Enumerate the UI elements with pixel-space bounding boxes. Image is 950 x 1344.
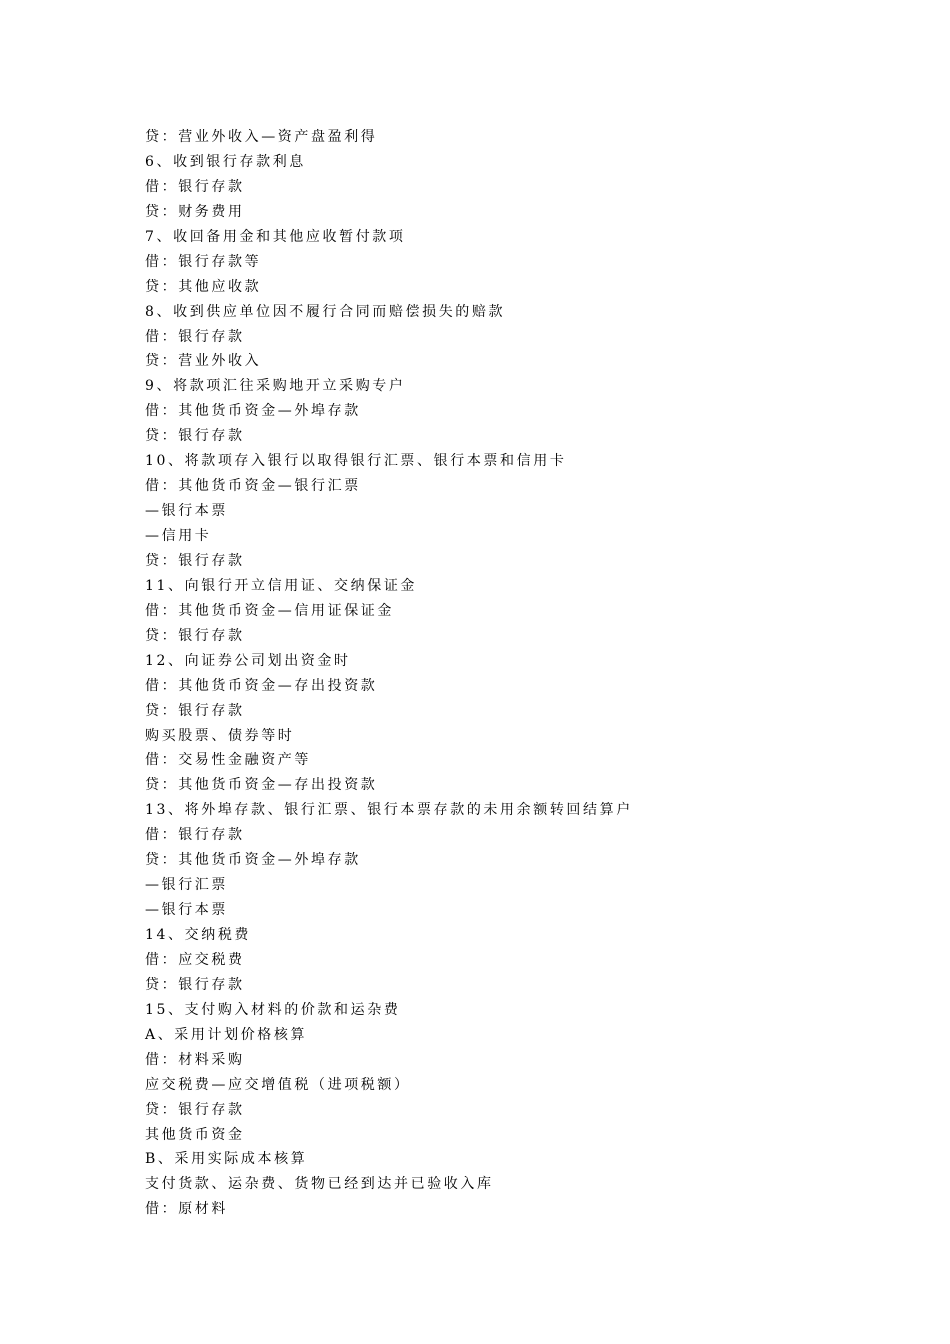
text-line: 贷：营业外收入—资产盘盈利得: [145, 129, 378, 145]
text-line: 借：银行存款: [145, 178, 245, 195]
text-line: —信用卡: [145, 528, 212, 544]
text-line: 贷：其他货币资金—外埠存款: [145, 852, 361, 869]
text-line: 贷：银行存款: [145, 428, 245, 445]
text-line: 贷：其他货币资金—存出投资款: [145, 777, 378, 794]
text-line: 贷：银行存款: [145, 1101, 245, 1118]
section-heading: 11、向银行开立信用证、交纳保证金: [145, 577, 418, 594]
text-line: —银行本票: [145, 902, 228, 919]
text-line: —银行本票: [145, 503, 228, 520]
text-line: 购买股票、债券等时: [145, 727, 295, 744]
section-heading: 7、收回备用金和其他应收暂付款项: [145, 228, 406, 245]
text-line: —银行汇票: [145, 877, 228, 894]
subsection-heading: B、采用实际成本核算: [145, 1151, 308, 1168]
text-line: 借：银行存款: [145, 328, 245, 345]
section-heading: 9、将款项汇往采购地开立采购专户: [145, 378, 406, 395]
text-line: 贷：其他应收款: [145, 278, 262, 295]
text-line: 借：其他货币资金—外埠存款: [145, 403, 361, 420]
text-line: 借：材料采购: [145, 1051, 245, 1068]
text-line: 贷：营业外收入: [145, 353, 262, 370]
section-heading: 14、交纳税费: [145, 927, 252, 943]
section-heading: 12、向证券公司划出资金时: [145, 652, 351, 669]
text-line: 贷：银行存款: [145, 552, 245, 569]
section-heading: 13、将外埠存款、银行汇票、银行本票存款的未用余额转回结算户: [145, 802, 633, 819]
text-line: 其他货币资金: [145, 1126, 245, 1143]
text-line: 借：其他货币资金—银行汇票: [145, 478, 361, 495]
text-line: 支付货款、运杂费、货物已经到达并已验收入库: [145, 1176, 494, 1193]
text-line: 贷：财务费用: [145, 203, 245, 220]
text-line: 借：其他货币资金—信用证保证金: [145, 602, 394, 619]
text-line: 贷：银行存款: [145, 627, 245, 644]
text-line: 借：其他货币资金—存出投资款: [145, 677, 378, 694]
text-line: 借：交易性金融资产等: [145, 752, 311, 769]
text-line: 借：原材料: [145, 1201, 228, 1218]
section-heading: 8、收到供应单位因不履行合同而赔偿损失的赔款: [145, 303, 506, 320]
text-line: 贷：银行存款: [145, 976, 245, 993]
text-line: 借：应交税费: [145, 951, 245, 968]
subsection-heading: A、采用计划价格核算: [145, 1026, 308, 1043]
section-heading: 10、将款项存入银行以取得银行汇票、银行本票和信用卡: [145, 453, 567, 470]
text-line: 借：银行存款等: [145, 253, 262, 270]
text-line: 应交税费—应交增值税（进项税额）: [145, 1076, 411, 1093]
document-body: [145, 125, 845, 1222]
section-heading: 6、收到银行存款利息: [145, 153, 306, 170]
text-line: 贷：银行存款: [145, 702, 245, 719]
section-heading: 15、支付购入材料的价款和运杂费: [145, 1001, 401, 1018]
text-line: 借：银行存款: [145, 827, 245, 844]
